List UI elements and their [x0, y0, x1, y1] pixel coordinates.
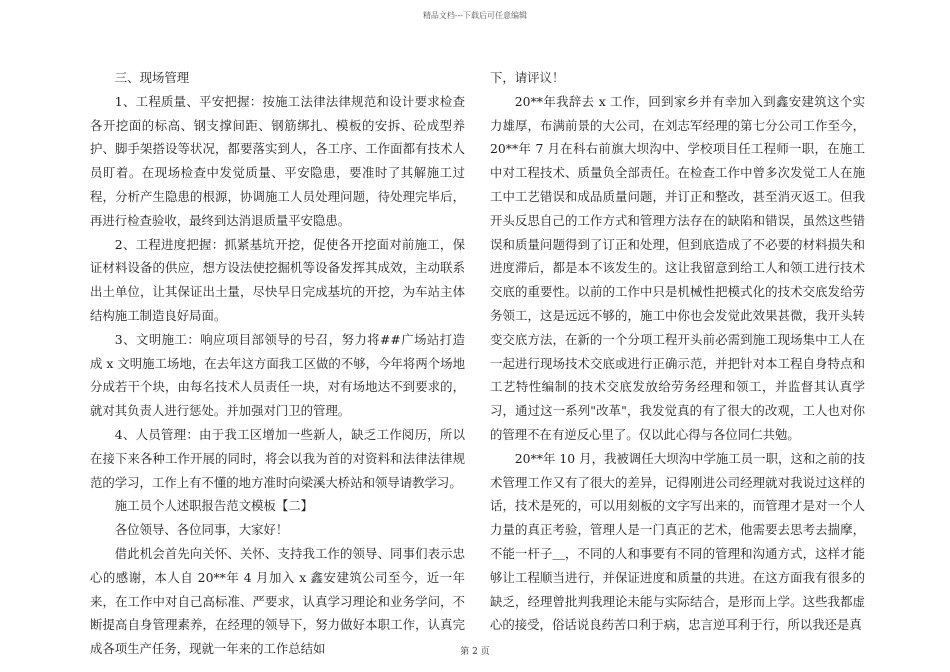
document-subtitle: 施工员个人述职报告范文模板【二】: [114, 498, 314, 514]
paragraph-continuation: 下，请评议！: [490, 70, 565, 85]
page-number: 第 2 页: [460, 647, 490, 657]
left-column: [90, 66, 465, 661]
section-heading: 三、现场管理: [114, 70, 190, 85]
paragraph: 20**年 10 月，我被调任大坝沟中学施工员一职，这和之前的技术管理工作又有了很大的差异，记得刚进公司经理就对我说过这样的话，技术是死的，可以用刻板的文字写出来的，而管理才是对一个人力量的真正考验，管理人是一门真正的艺术，他需要去思考去揣摩，不能一杆子＿，不同的人和事要有不同的管理和沟通方式，这样才能够让工程顺当进行，并保证进度和质量的共进。在这方面我有很多的缺乏，经理曾批判我理论未能与实际结合，是形而上学。这些我都虚心的接受，俗话说良药苦口利于病，忠言逆耳利于行，所以我还是真: [490, 450, 865, 633]
greeting: 各位领导、各位同事，大家好！: [114, 522, 289, 538]
paragraph: 借此机会首先向关怀、关怀、支持我工作的领导、同事们表示忠心的感谢，本人自 20**年 4 月加入 x 鑫安建筑公司至今，近一年来，在工作中对自己高标准、严要求，认真学习理论和业务学问，不断提高自身管理素养，在经理的领导下，努力做好本职工作，认真完成各项生产任务，现就一年来的工作总结如: [90, 545, 465, 657]
paragraph: 3、文明施工：响应项目部领导的号召，努力将##广场站打造成 x 文明施工场地，在去年这方面我工区做的不够，今年将两个场地分成若干个块，由每名技术人员责任一块，对有场地达不到要求的，就对其负责人进行惩处。并加强对门卫的管理。: [90, 331, 465, 419]
paragraph: 20**年我辞去 x 工作，回到家乡并有幸加入到鑫安建筑这个实力雄厚，布满前景的大公司，在刘志军经理的第七分公司工作至今，20**年 7 月在科右前旗大坝沟中、学校项目任工程师一职，在施工中对工程技术、质量负全部责任。在检查工作中曾多次发觉工人在施工中工艺错误和成品质量问题，并订正和整改，甚至消灭返工。但我开头反思自己的工作方式和管理方法存在的缺陷和错误，虽然这些错误和质量问题得到了订正和处理，但到底造成了不必要的材料损失和进度滞后，都是本不该发生的。这让我留意到给工人和领工进行技术交底的重要性。以前的工作中只是机械性把模式化的技术交底发给劳务领工，这是远远不够的，施工中你也会发觉此效果甚微，我开头转变交底方法，在新的一个分项工程开头前必需到施工现场集中工人在一起进行现场技术交底或进行正确示范，并把针对本工程自身特点和工艺特性编制的技术交底发放给劳务经理和领工，并监督其认真学习，通过这一系列"改革"，我发觉真的有了很大的改观，工人也对你的管理不在有逆反心里了。仅以此心得与各位同仁共勉。: [490, 93, 865, 442]
page-header: 精品文档---下载后可任意编辑: [422, 11, 528, 20]
paragraph: 4、人员管理：由于我工区增加一些新人，缺乏工作阅历，所以在接下来各种工作开展的同时，将会以我为首的对资料和法律法律规范的学习，工作上有不懂的地方准时向梁溪大桥站和领导请教学习。: [90, 426, 465, 490]
paragraph: 2、工程进度把握：抓紧基坑开挖，促使各开挖面对前施工，保证材料设备的供应，想方设法使挖掘机等设备发挥其成效，主动联系出土单位，让其保证出土量，尽快早日完成基坑的开挖，为车站主体结构施工制造良好局面。: [90, 236, 465, 323]
paragraph: 1、工程质量、平安把握：按施工法律法律规范和设计要求检查各开挖面的标高、钢支撑间距、钢筋绑扎、模板的安拆、砼成型养护、脚手架搭设等状况，都要落实到人，各工序、工作面都有技术人员盯着。在现场检查中发觉质量、平安隐患，要准时了其解施工过程，分析产生隐患的根源，协调施工人员处理问题，待处理完毕后，再进行检查验收，最终到达消退质量平安隐患。: [90, 93, 465, 228]
right-column: [490, 66, 865, 637]
